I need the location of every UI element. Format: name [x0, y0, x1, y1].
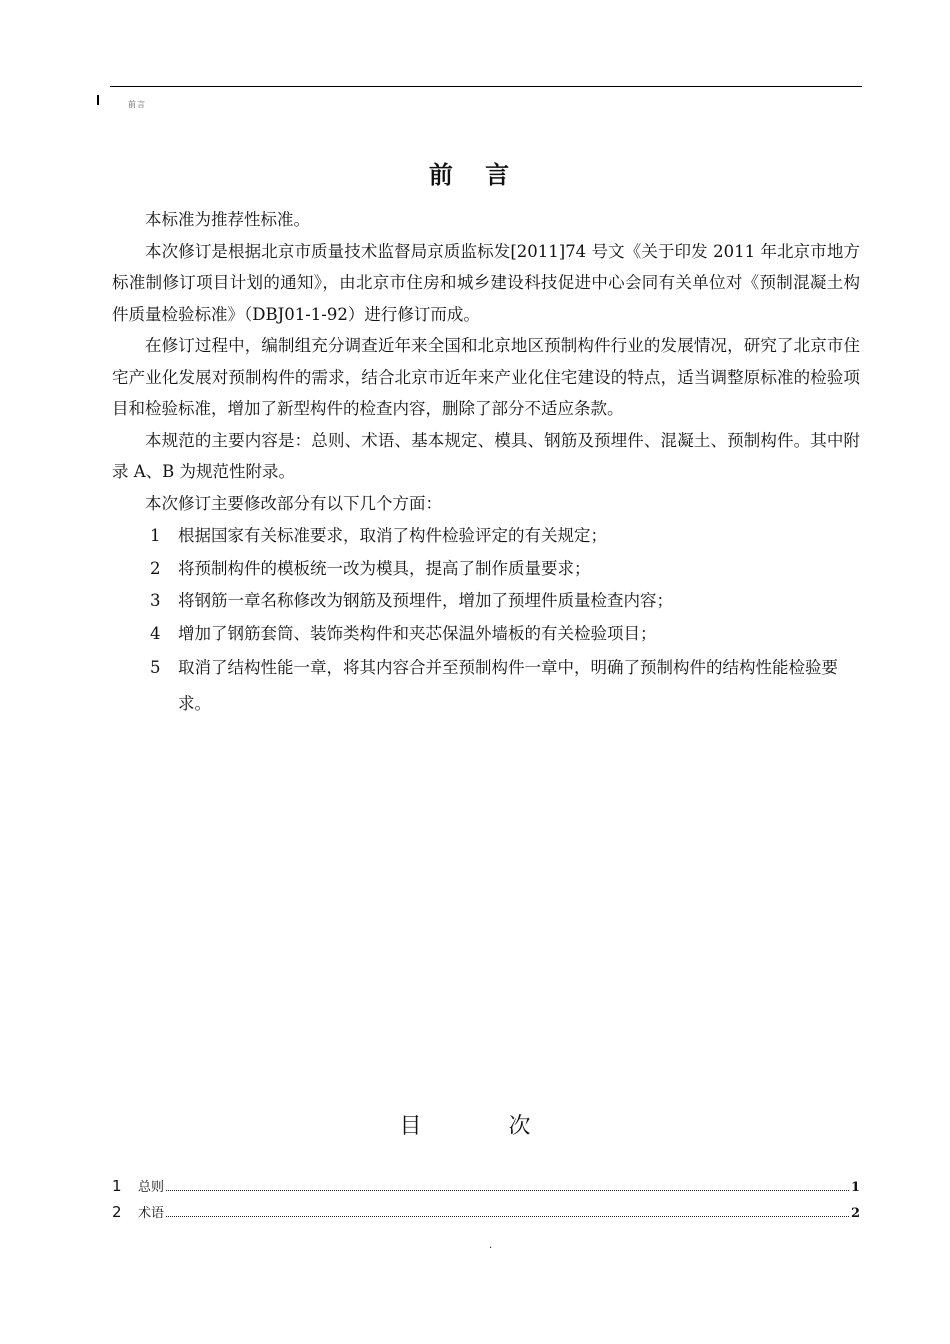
page-title: 前 言: [428, 161, 522, 189]
running-header: 前言: [128, 100, 146, 109]
list-item-text: 增加了钢筋套筒、装饰类构件和夹芯保温外墙板的有关检验项目；: [178, 623, 657, 643]
paragraph: 本规范的主要内容是：总则、术语、基本规定、模具、钢筋及预埋件、混凝土、预制构件。其中附录 A、B 为规范性附录。: [112, 430, 860, 481]
toc-entry[interactable]: [112, 1176, 860, 1202]
toc-entry-label[interactable]: 术语: [138, 1206, 165, 1221]
list-item: [112, 520, 860, 552]
toc-leader-dots: [166, 1190, 849, 1191]
paragraph: 在修订过程中，编制组充分调查近年来全国和北京地区预制构件行业的发展情况，研究了北京市住宅产业化发展对预制构件的需求，结合北京市近年来产业化住宅建设的特点，适当调整原标准的检验项目和检验标准，增加了新型构件的检查内容，删除了部分不适应条款。: [112, 336, 860, 418]
list-item: [112, 585, 860, 617]
list-item-number: 4: [150, 623, 161, 643]
toc-entry-page[interactable]: 2: [850, 1206, 860, 1221]
list-item-text: 取消了结构性能一章，将其内容合并至预制构件一章中，明确了预制构件的结构性能检验要求。: [178, 658, 838, 713]
list-item-text: 根据国家有关标准要求，取消了构件检验评定的有关规定；: [178, 526, 607, 545]
list-item-number: 5: [150, 658, 161, 677]
paragraph: 本次修订是根据北京市质量技术监督局京质监标发[2011]74 号文《关于印发 2011 年北京市地方标准制修订项目计划的通知》，由北京市住房和城乡建设科技促进中心会同有关单位对《预制混凝土构件质量检验标准》（DBJ01-1-92）进行修订而成。: [112, 241, 860, 324]
list-item: [112, 618, 860, 650]
paragraph: 本标准为推荐性标准。: [145, 210, 310, 229]
toc-entry-page[interactable]: 1: [850, 1180, 860, 1195]
toc-entry[interactable]: [112, 1202, 860, 1228]
list-item-text: 将钢筋一章名称修改为钢筋及预埋件，增加了预埋件质量检查内容；: [178, 591, 673, 610]
toc-leader-dots: [166, 1216, 849, 1217]
list-item-number: 3: [150, 591, 161, 610]
header-rule: [110, 86, 862, 87]
header-marker: [97, 95, 99, 105]
list-item-number: 2: [150, 558, 161, 578]
revision-list: [112, 520, 860, 722]
toc-title: 目 次: [399, 1114, 571, 1139]
foreword-body: [112, 204, 860, 722]
list-item-number: 1: [150, 526, 161, 545]
list-item-text: 将预制构件的模板统一改为模具，提高了制作质量要求；: [178, 558, 591, 578]
list-item: [112, 650, 860, 722]
toc-entry-label[interactable]: 总则: [138, 1180, 165, 1195]
paragraph: 本次修订主要修改部分有以下几个方面：: [145, 493, 442, 513]
toc-entry-number: 1: [112, 1177, 122, 1195]
footer-mark: .: [489, 1240, 493, 1251]
list-item: [112, 553, 860, 585]
toc-entry-number: 2: [112, 1203, 122, 1221]
table-of-contents: [112, 1176, 860, 1228]
